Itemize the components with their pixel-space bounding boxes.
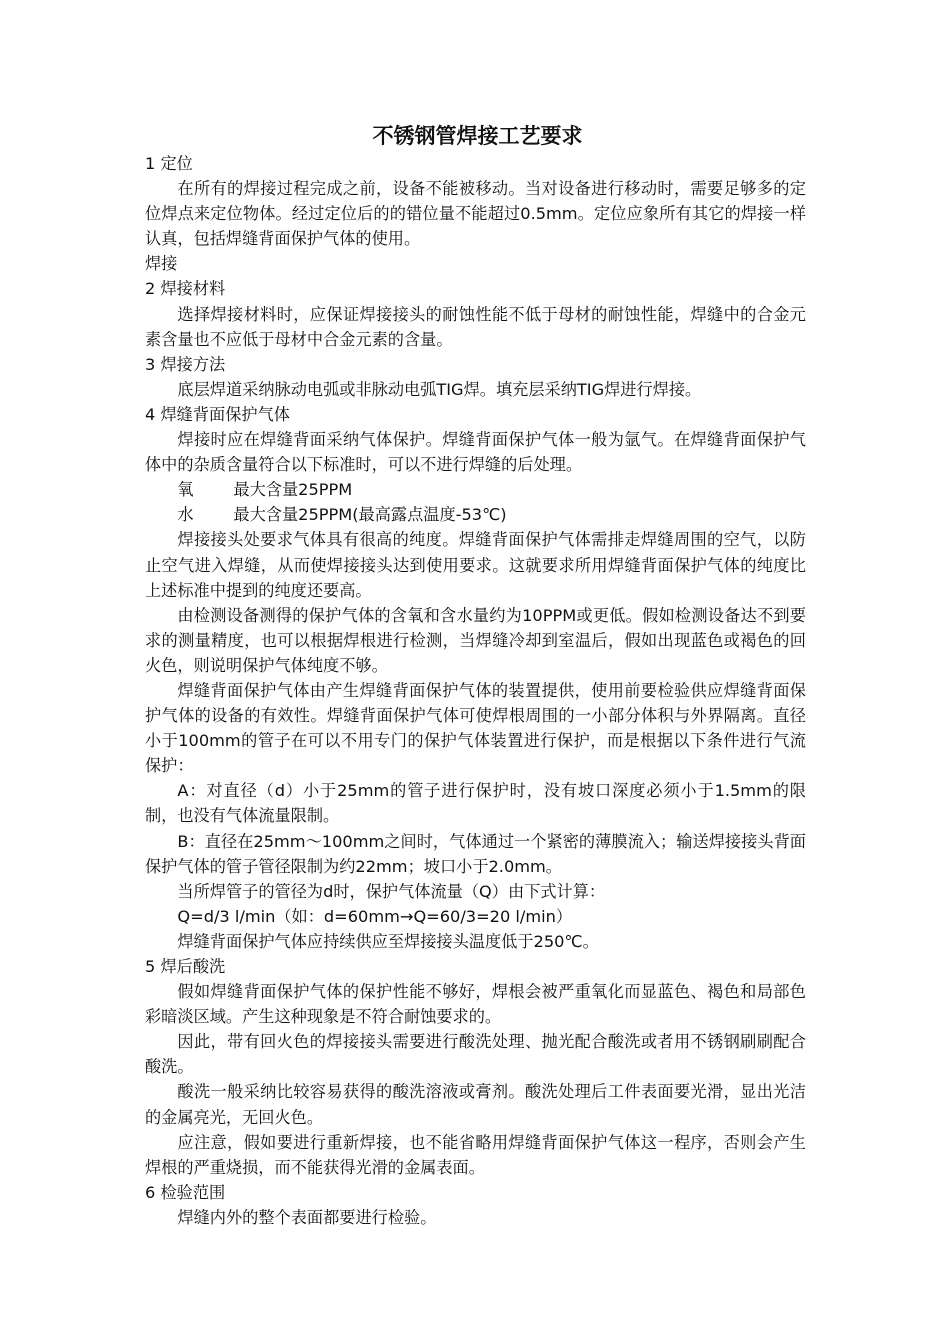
paragraph: 焊缝背面保护气体应持续供应至焊接接头温度低于250℃。: [177, 931, 599, 951]
paragraph: 选择焊接材料时，应保证焊接接头的耐蚀性能不低于母材的耐蚀性能，焊缝中的合金元素含量也不应低于母材中合金元素的含量。: [145, 304, 806, 349]
document-title: 不锈钢管焊接工艺要求: [372, 124, 583, 148]
section-heading-pickling: 5 焊后酸洗: [145, 957, 226, 976]
paragraph: 在所有的焊接过程完成之前，设备不能被移动。当对设备进行移动时，需要足够多的定位焊点来定位物体。经过定位后的的错位量不能超过0.5mm。定位应象所有其它的焊接一样认真，包括焊缝背面保护气体的使用。: [145, 179, 806, 249]
impurity-row-water: [145, 502, 806, 527]
paragraph: 假如焊缝背面保护气体的保护性能不够好，焊根会被严重氧化而显蓝色、褐色和局部色彩暗淡区域。产生这种现象是不符合耐蚀要求的。: [145, 982, 806, 1027]
paragraph: 焊缝背面保护气体由产生焊缝背面保护气体的装置提供，使用前要检验供应焊缝背面保护气体的设备的有效性。焊缝背面保护气体可使焊根周围的一小部分体积与外界隔离。直径小于100mm的管子在可以不用专门的保护气体装置进行保护，而是根据以下条件进行气流保护：: [145, 680, 806, 776]
condition-b: B：直径在25mm～100mm之间时，气体通过一个紧密的薄膜流入；输送焊接接头背面保护气体的管子管径限制为约22mm；坡口小于2.0mm。: [145, 831, 806, 876]
paragraph: 焊缝内外的整个表面都要进行检验。: [177, 1207, 437, 1227]
impurity-value: 最大含量25PPM(最高露点温度-53℃): [233, 505, 507, 525]
impurity-label: 氧: [177, 480, 194, 500]
flow-formula: Q=d/3 l/min（如：d=60mm→Q=60/3=20 l/min）: [177, 906, 573, 926]
paragraph: 底层焊道采纳脉动电弧或非脉动电弧TIG焊。填充层采纳TIG焊进行焊接。: [177, 379, 702, 399]
paragraph: 由检测设备测得的保护气体的含氧和含水量约为10PPM或更低。假如检测设备达不到要求的测量精度，也可以根据焊根进行检测，当焊缝冷却到室温后，假如出现蓝色或褐色的回火色，则说明保护气体纯度不够。: [145, 605, 806, 675]
section-heading-positioning: 1 定位: [145, 154, 193, 173]
section-heading-method: 3 焊接方法: [145, 354, 226, 374]
paragraph: 当所焊管子的管径为d时，保护气体流量（Q）由下式计算：: [177, 881, 606, 901]
impurity-row-oxygen: [145, 477, 806, 502]
condition-a: A：对直径（d）小于25mm的管子进行保护时，没有坡口深度必须小于1.5mm的限制，也没有气体流量限制。: [145, 781, 806, 826]
section-heading-materials: 2 焊接材料: [145, 279, 226, 299]
paragraph: 焊接接头处要求气体具有很高的纯度。焊缝背面保护气体需排走焊缝周围的空气，以防止空气进入焊缝，从而使焊接接头达到使用要求。这就要求所用焊缝背面保护气体的纯度比上述标准中提到的纯度还要高。: [145, 530, 806, 600]
impurity-label: 水: [177, 505, 194, 525]
paragraph: 应注意，假如要进行重新焊接，也不能省略用焊缝背面保护气体这一程序，否则会产生焊根的严重烧损，而不能获得光滑的金属表面。: [145, 1132, 806, 1177]
section-heading-inspection-scope: 6 检验范围: [145, 1182, 226, 1202]
paragraph: 焊接时应在焊缝背面采纳气体保护。焊缝背面保护气体一般为氩气。在焊缝背面保护气体中的杂质含量符合以下标准时，可以不进行焊缝的后处理。: [145, 430, 806, 475]
paragraph: 因此，带有回火色的焊接接头需要进行酸洗处理、抛光配合酸洗或者用不锈钢刷刷配合酸洗。: [145, 1032, 806, 1077]
label-welding: 焊接: [145, 254, 178, 274]
section-heading-back-shielding-gas: 4 焊缝背面保护气体: [145, 404, 290, 424]
paragraph: 酸洗一般采纳比较容易获得的酸洗溶液或膏剂。酸洗处理后工件表面要光滑，显出光洁的金属亮光，无回火色。: [145, 1082, 806, 1127]
impurity-value: 最大含量25PPM: [233, 480, 353, 500]
